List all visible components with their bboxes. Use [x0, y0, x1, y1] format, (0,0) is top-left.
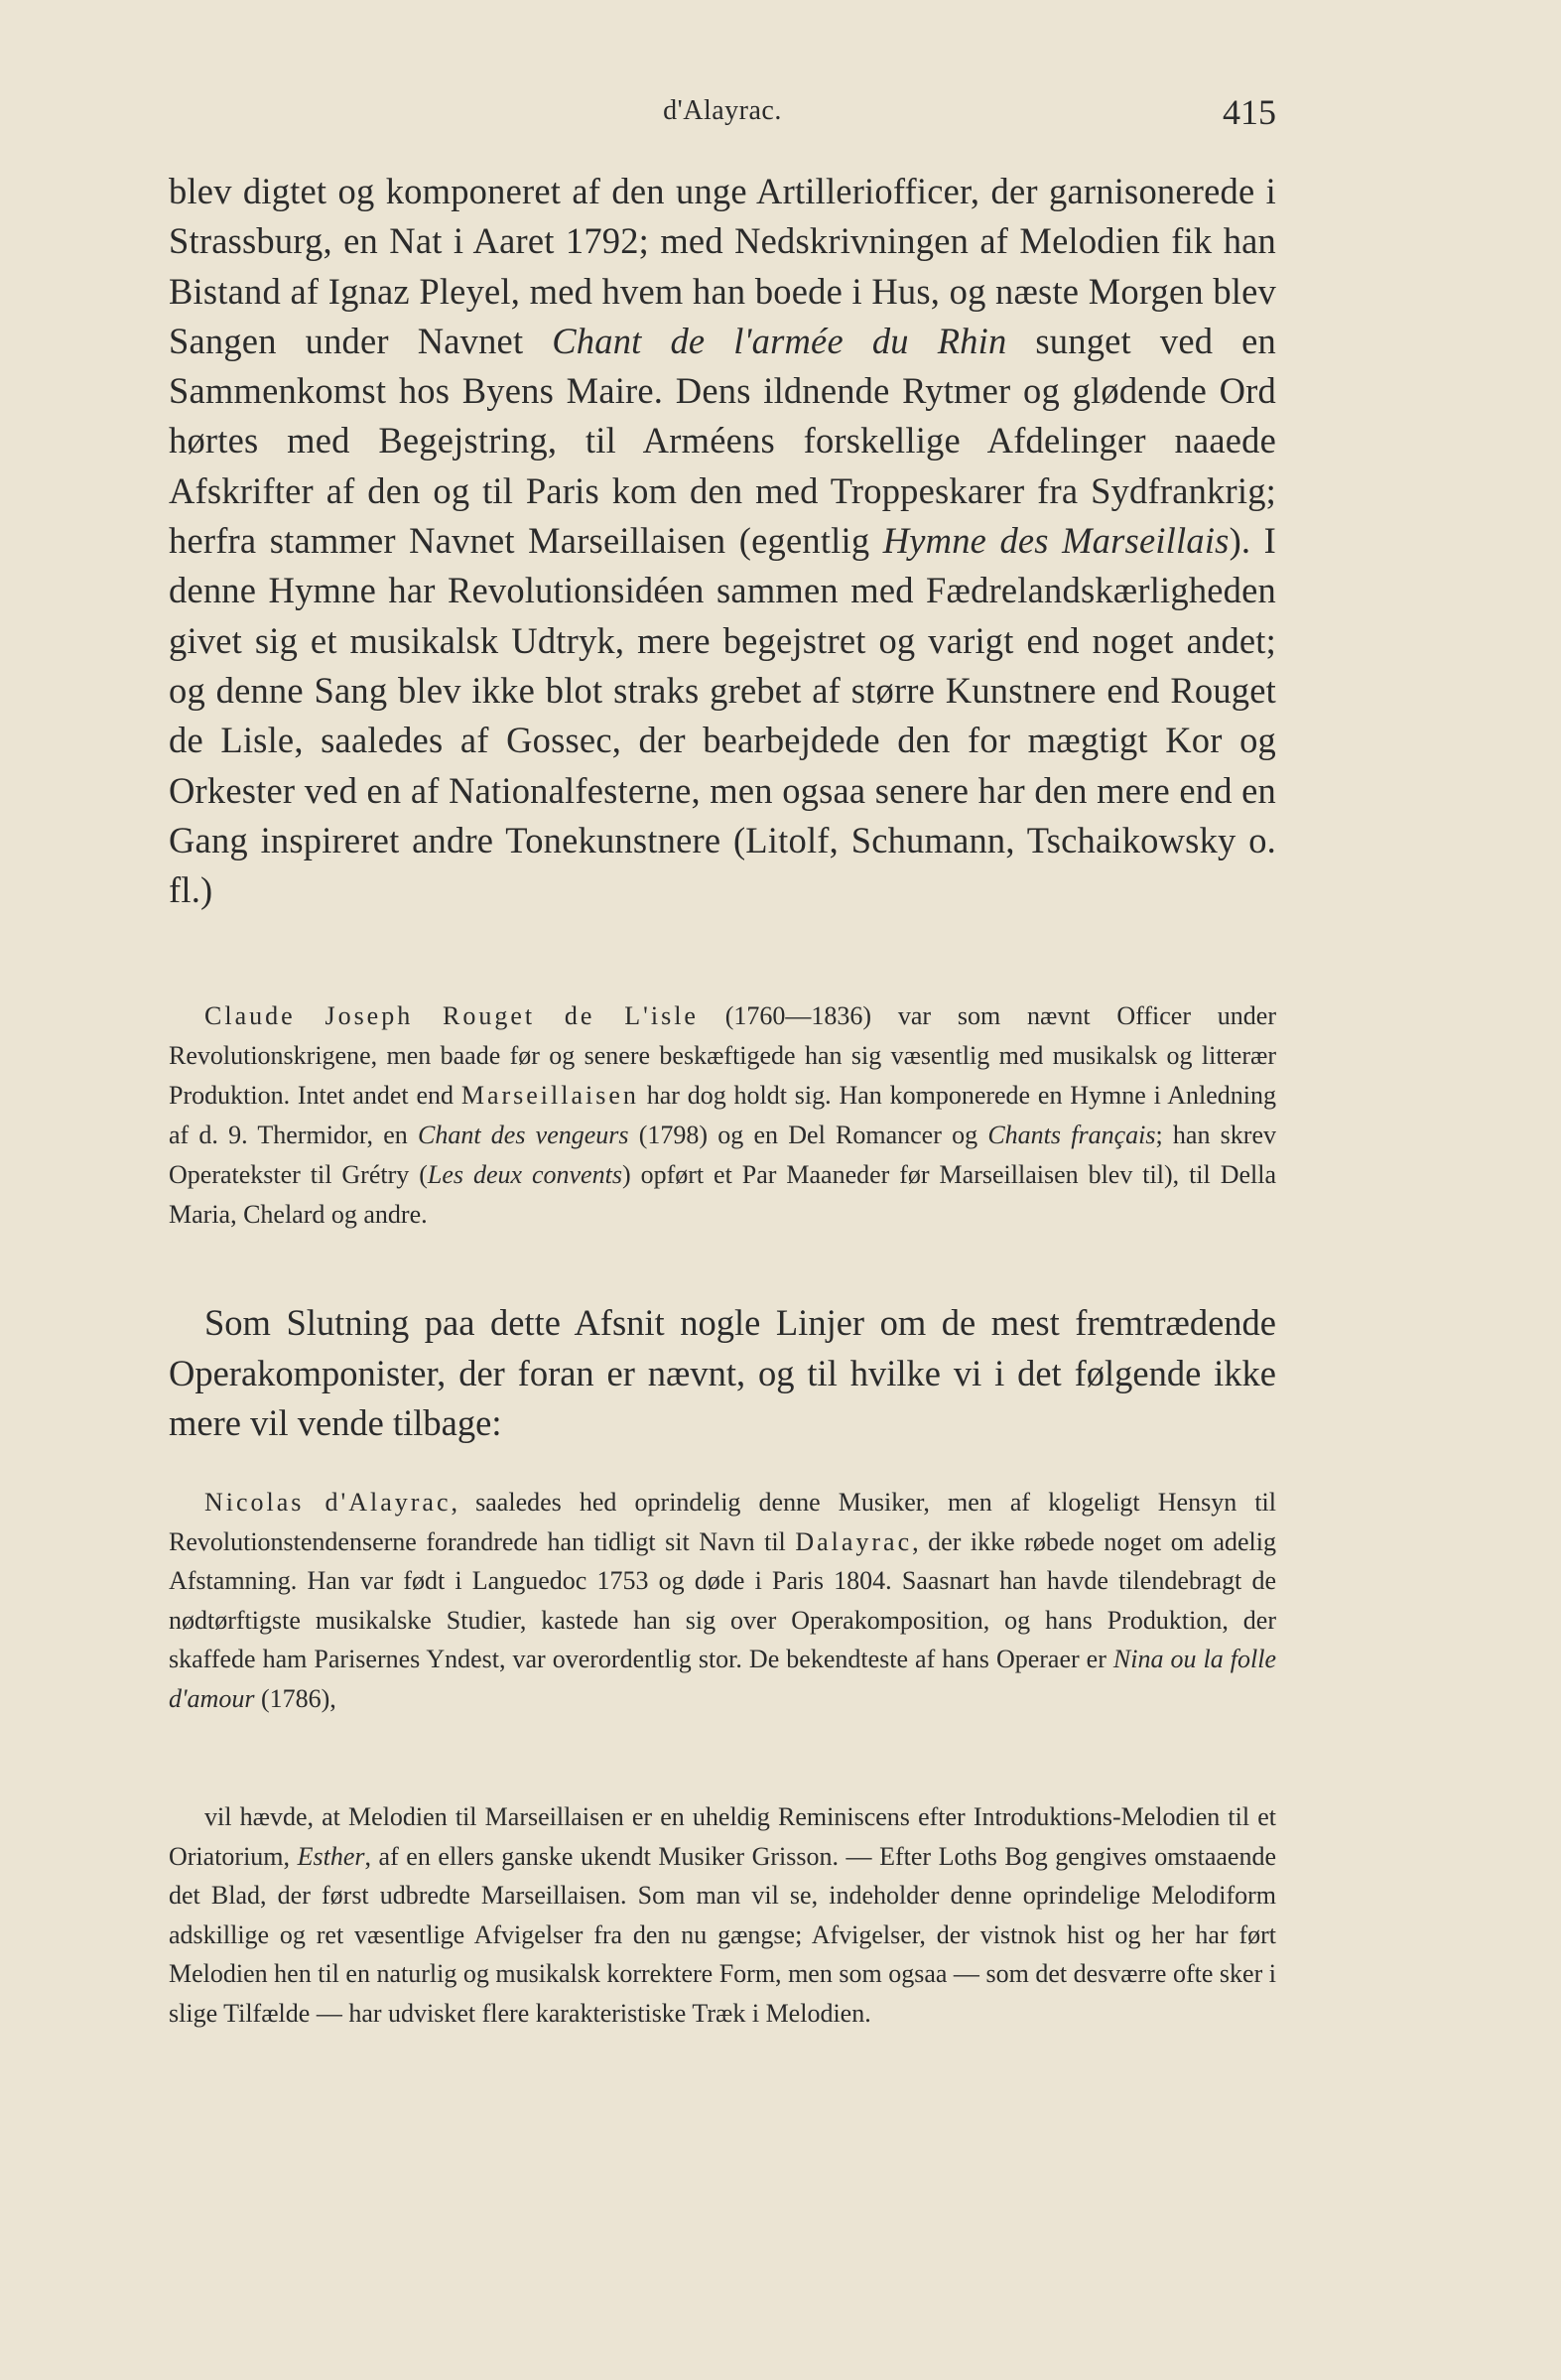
footnote-paragraph: vil hævde, at Melodien til Marseillaisen er en uheldig Reminiscens efter Introduktions-Melodien til et Oriatorium, Esther, af en ellers ganske ukendt Musiker Grisson. — Efter Loths Bog gengives omstaaende det Blad, der først udbredte Marseillaisen. Som man vil se, indeholder denne oprindelige Melodiform adskillige og ret væsentlige Afvigelser fra den nu gængse; Afvigelser, der vistnok hist og her har ført Melodien hen til en naturlig og musikalsk korrektere Form, men som ogsaa — som det desværre ofte sker i slige Tilfælde — har udvisket flere karakteristiske Træk i Melodien.: [169, 1802, 1276, 2028]
running-title: d'Alayrac.: [663, 95, 782, 126]
rouget-name: Claude Joseph Rouget de L'isle: [204, 1001, 699, 1030]
page-number: 415: [1223, 92, 1276, 132]
song-title-chant-de-larmee: Chant de l'armée du Rhin: [552, 320, 1007, 361]
closing-paragraph: Som Slutning paa dette Afsnit nogle Linjer om de mest fremtrædende Operakomponister, der foran er nævnt, og til hvilke vi i det følgende ikke mere vil vende tilbage:: [169, 1302, 1276, 1443]
dalayrac-bio-paragraph: Nicolas d'Alayrac, saaledes hed oprindelig denne Musiker, men af klogeligt Hensyn til Revolutionstendenserne forandrede han tidligt sit Navn til Dalayrac, der ikke røbede noget om adelig Afstamning. Han var født i Languedoc 1753 og døde i Paris 1804. Saasnart han havde tilendebragt de nødtørftigste musikalske Studier, kastede han sig over Operakomposition, og hans Produktion, der skaffede ham Parisernes Yndest, var overordentlig stor. De bekendteste af hans Operaer er Nina ou la folle d'amour (1786),: [169, 1488, 1277, 1713]
rouget-note-paragraph: Claude Joseph Rouget de L'isle (1760—1836) var som nævnt Officer under Revolutionskrigene, men baade før og senere beskæftigede han sig væsentlig med musikalsk og litterær Produktion. Intet andet end Marseillaisen har dog holdt sig. Han komponerede en Hymne i Anledning af d. 9. Thermidor, en Chant des vengeurs (1798) og en Del Romancer og Chants français; han skrev Operatekster til Grétry (Les deux convents) opført et Par Maaneder før Marseillaisen blev til), til Della Maria, Chelard og andre.: [169, 1001, 1276, 1229]
page-header: [169, 91, 1276, 135]
main-paragraph: blev digtet og komponeret af den unge Artilleriofficer, der garnisonerede i Strassburg, en Nat i Aaret 1792; med Nedskrivningen af Melodien fik han Bistand af Ignaz Pleyel, med hvem han boede i Hus, og næste Morgen blev Sangen under Navnet Chant de l'armée du Rhin sunget ved en Sammenkomst hos Byens Maire. Dens ildnende Rytmer og glødende Ord hørtes med Begejstring, til Arméens forskellige Afdelinger naaede Afskrifter af den og til Paris kom den med Troppeskarer fra Sydfrankrig; herfra stammer Navnet Marseillaisen (egentlig Hymne des Marseillais). I denne Hymne har Revolutionsidéen sammen med Fædrelandskærligheden givet sig et musikalsk Udtryk, mere begejstret og varigt end noget andet; og denne Sang blev ikke blot straks grebet af større Kunstnere end Rouget de Lisle, saaledes af Gossec, der bearbejdede den for mægtigt Kor og Orkester ved en af Nationalfesterne, men ogsaa senere har den mere end en Gang inspireret andre Tonekunstnere (Litolf, Schumann, Tschaikowsky o. fl.): [169, 171, 1276, 911]
dalayrac-name: Nicolas d'Alayrac: [204, 1488, 452, 1517]
song-title-hymne-des-marseillais: Hymne des Marseillais: [882, 520, 1230, 562]
